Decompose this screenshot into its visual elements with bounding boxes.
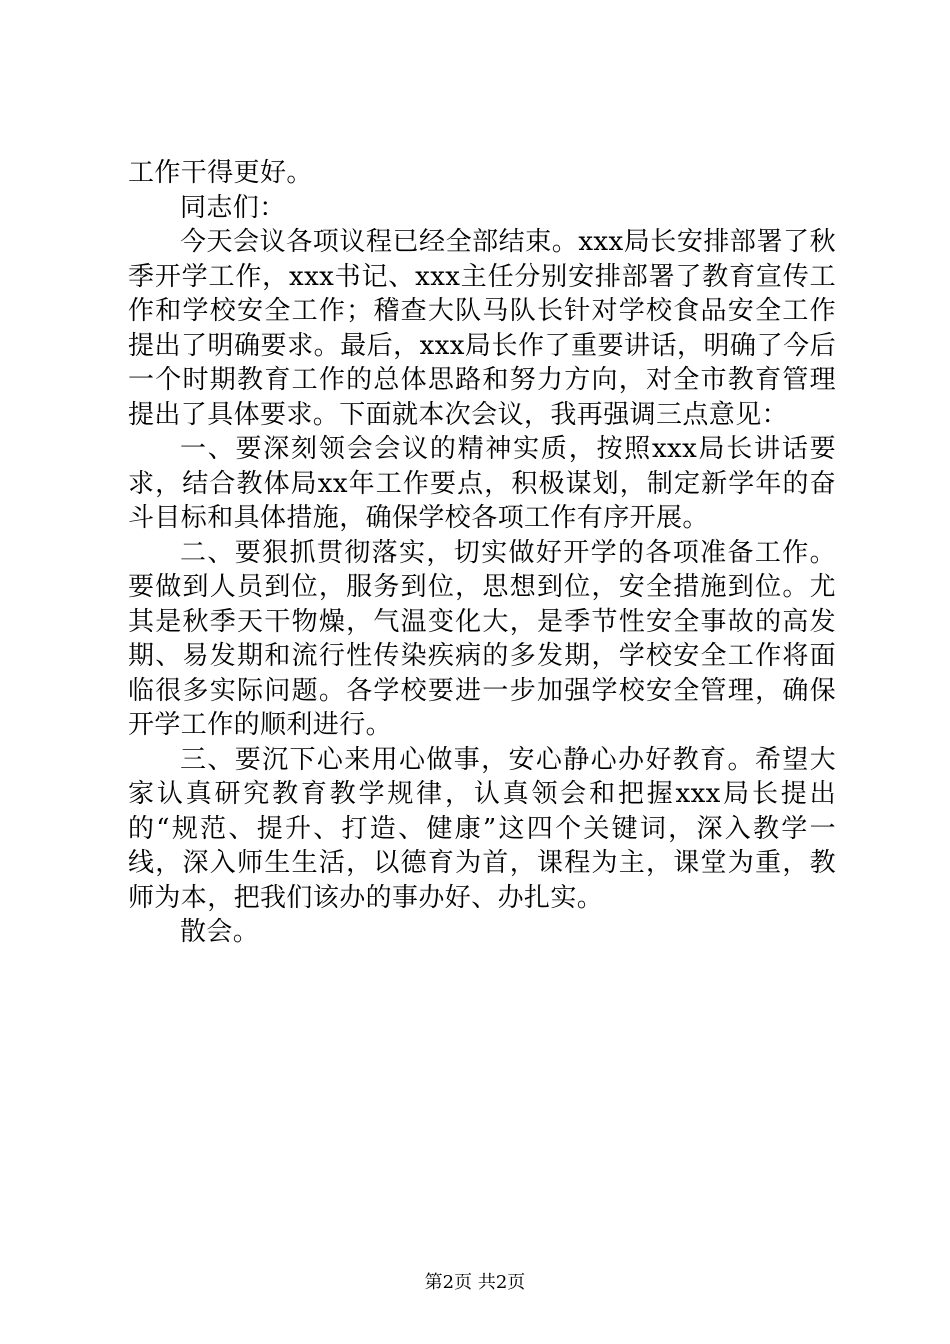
page-number-footer: 第2页 共2页 [424, 1272, 526, 1293]
paragraph-point-two: 二、要狠抓贯彻落实，切实做好开学的各项准备工作。要做到人员到位，服务到位，思想到位，安全措施到位。尤其是秋季天干物燥，气温变化大，是季节性安全事故的高发期、易发期和流行性传染疾病的多发期，学校安全工作将面临很多实际问题。各学校要进一步加强学校安全管理，确保开学工作的顺利进行。 [128, 537, 836, 740]
paragraph-closing-fragment: 工作干得更好。 [128, 158, 313, 188]
document-body [128, 156, 836, 950]
paragraph-point-three: 三、要沉下心来用心做事，安心静心办好教育。希望大家认真研究教育教学规律，认真领会和把握xxx局长提出的“规范、提升、打造、健康”这四个关键词，深入教学一线，深入师生生活，以德育为首，课程为主，课堂为重，教师为本，把我们该办的事办好、办扎实。 [128, 744, 836, 913]
paragraph-adjourn: 散会。 [180, 917, 260, 947]
paragraph-meeting-summary: 今天会议各项议程已经全部结束。xxx局长安排部署了秋季开学工作，xxx书记、xxx主任分别安排部署了教育宣传工作和学校安全工作；稽查大队马队长针对学校食品安全工作提出了明确要求。最后，xxx局长作了重要讲话，明确了今后一个时期教育工作的总体思路和努力方向，对全市教育管理提出了具体要求。下面就本次会议，我再强调三点意见： [128, 227, 836, 430]
paragraph-salutation: 同志们： [180, 192, 286, 223]
paragraph-point-one: 一、要深刻领会会议的精神实质，按照xxx局长讲话要求，结合教体局xx年工作要点，积极谋划，制定新学年的奋斗目标和具体措施，确保学校各项工作有序开展。 [128, 434, 836, 533]
